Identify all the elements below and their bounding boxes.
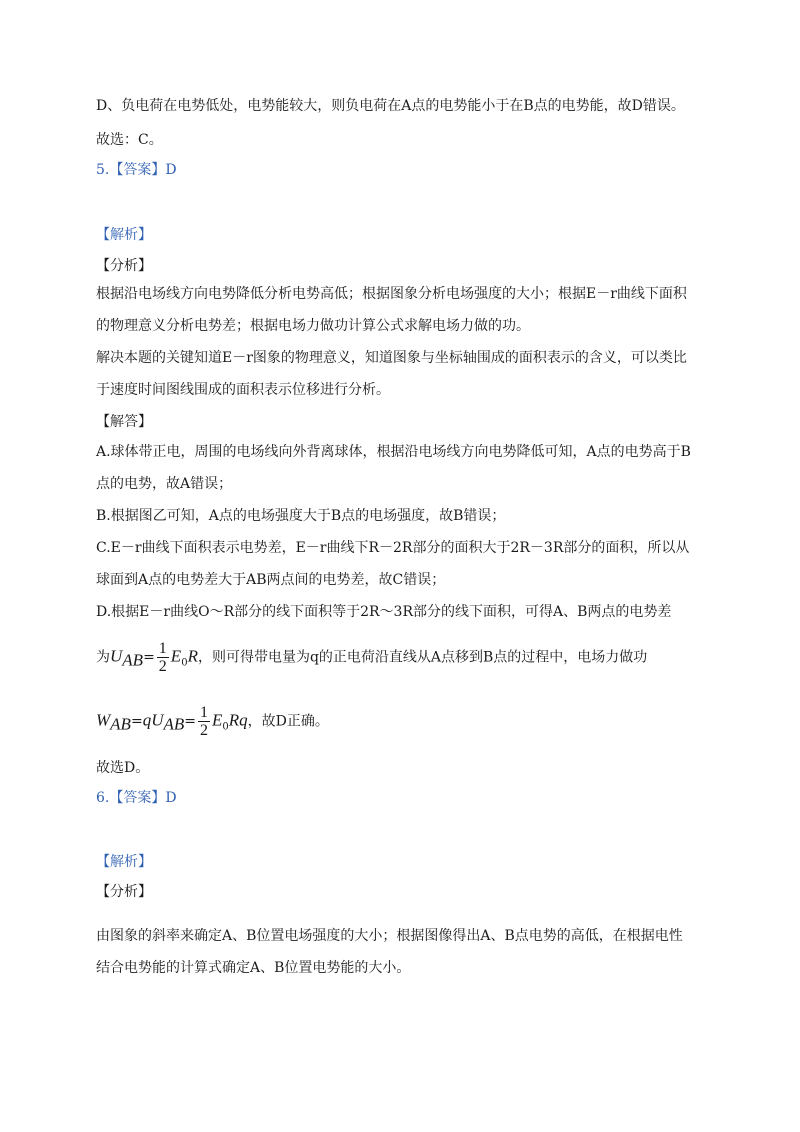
equation-prefix: 为 bbox=[96, 649, 110, 666]
math-var: R bbox=[187, 646, 198, 666]
text-line: 解决本题的关键知道E－r图象的物理意义，知道图象与坐标轴围成的面积表示的含义，可以类比 bbox=[96, 350, 687, 366]
answer-heading: 6.【答案】D bbox=[96, 790, 177, 806]
text-line: 故选D。 bbox=[96, 760, 150, 776]
math-subscript: AB bbox=[110, 714, 131, 734]
section-heading: 【解析】 bbox=[96, 227, 152, 243]
equals-sign: = bbox=[143, 649, 155, 666]
math-subscript: AB bbox=[122, 650, 144, 670]
section-heading: 【解答】 bbox=[96, 414, 152, 430]
fraction bbox=[198, 704, 210, 739]
denominator: 2 bbox=[199, 722, 208, 739]
math-var: U bbox=[110, 646, 123, 666]
section-heading: 【分析】 bbox=[96, 884, 152, 900]
text-line: D.根据E－r曲线O～R部分的线下面积等于2R～3R部分的线下面积，可得A、B两点的电势差 bbox=[96, 604, 672, 620]
math-subscript: 0 bbox=[222, 721, 229, 733]
text-line: 由图象的斜率来确定A、B位置电场强度的大小；根据图像得出A、B点电势的高低，在根据电性 bbox=[96, 928, 683, 944]
math-var: Rq bbox=[228, 710, 248, 730]
denominator: 2 bbox=[158, 658, 167, 675]
math-var: E bbox=[211, 710, 223, 730]
section-heading: 【解析】 bbox=[96, 854, 152, 870]
equation-line bbox=[96, 640, 647, 675]
text-line: C.E－r曲线下面积表示电势差，E－r曲线下R－2R部分的面积大于2R－3R部分的面积，所以从 bbox=[96, 540, 690, 556]
answer-heading: 5.【答案】D bbox=[96, 162, 177, 178]
text-line: 故选：C。 bbox=[96, 132, 163, 148]
math-subscript: AB bbox=[163, 714, 185, 734]
text-line: A.球体带正电，周围的电场线向外背离球体，根据沿电场线方向电势降低可知，A点的电势高于B bbox=[96, 444, 691, 460]
equation-line bbox=[96, 704, 329, 739]
math-var: qU bbox=[142, 710, 164, 730]
numerator: 1 bbox=[158, 640, 167, 657]
text-line: 结合电势能的计算式确定A、B位置电势能的大小。 bbox=[96, 960, 411, 976]
equation-suffix: ，故D正确。 bbox=[247, 713, 329, 730]
equals-sign: = bbox=[130, 713, 143, 730]
equation-suffix: ，则可得带电量为q的正电荷沿直线从A点移到B点的过程中，电场力做功 bbox=[197, 649, 648, 666]
section-heading: 【分析】 bbox=[96, 258, 152, 274]
text-line: B.根据图乙可知，A点的电场强度大于B点的电场强度，故B错误； bbox=[96, 508, 506, 524]
equals-sign: = bbox=[184, 713, 196, 730]
text-line: 于速度时间图线围成的面积表示位移进行分析。 bbox=[96, 382, 390, 398]
math-var: E bbox=[170, 646, 182, 666]
text-line: 的物理意义分析电势差；根据电场力做功计算公式求解电场力做的功。 bbox=[96, 318, 530, 334]
text-line: 球面到A点的电势差大于AB两点间的电势差，故C错误； bbox=[96, 572, 446, 588]
math-var: W bbox=[96, 710, 111, 730]
math-subscript: 0 bbox=[181, 657, 188, 669]
text-line: 点的电势，故A错误； bbox=[96, 476, 233, 492]
text-line: 根据沿电场线方向电势降低分析电势高低；根据图象分析电场强度的大小；根据E－r曲线下面积 bbox=[96, 286, 687, 302]
fraction bbox=[157, 640, 169, 675]
text-line: D、负电荷在电势低处，电势能较大，则负电荷在A点的电势能小于在B点的电势能，故D错误。 bbox=[96, 98, 685, 114]
numerator: 1 bbox=[199, 704, 208, 721]
